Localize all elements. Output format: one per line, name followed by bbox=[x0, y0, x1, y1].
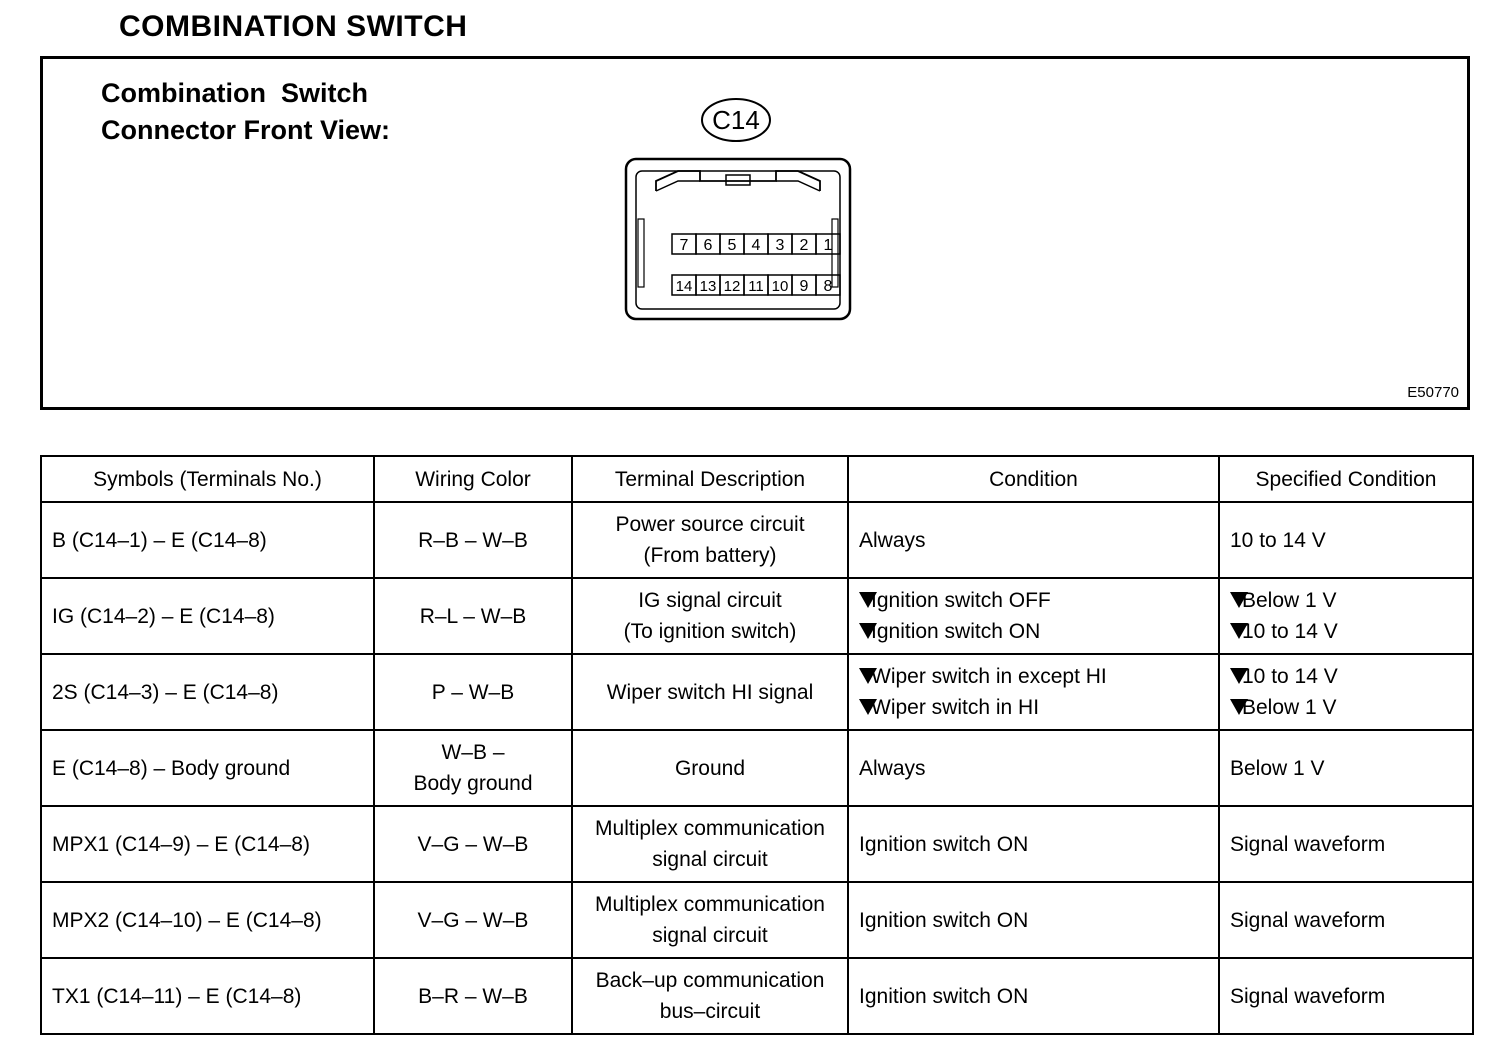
cell-symbol: E (C14–8) – Body ground bbox=[41, 730, 374, 806]
page-title: COMBINATION SWITCH bbox=[119, 10, 468, 43]
cell-wiring-color-line: P – W–B bbox=[431, 680, 515, 704]
terminal-spec-table bbox=[40, 455, 1474, 1035]
table-header-row bbox=[41, 456, 1473, 502]
cell-wiring-color-line: R–L – W–B bbox=[419, 604, 527, 628]
cell-terminal-description-line: (To ignition switch) bbox=[623, 620, 797, 643]
cell-wiring-color bbox=[374, 654, 572, 730]
connector-left-key bbox=[638, 219, 644, 287]
cell-terminal-description-line: signal circuit bbox=[652, 924, 768, 947]
cell-condition bbox=[848, 578, 1219, 654]
cell-condition-line: Wiper switch in except HI bbox=[871, 665, 1107, 688]
top-pin-label-1: 1 bbox=[823, 237, 833, 254]
table-row bbox=[41, 958, 1473, 1034]
cell-specified-condition-line: 10 to 14 V bbox=[1230, 528, 1326, 552]
cell-condition-line: Always bbox=[859, 756, 926, 780]
cell-wiring-color bbox=[374, 502, 572, 578]
table-row bbox=[41, 502, 1473, 578]
cell-specified-condition-line: Below 1 V bbox=[1242, 696, 1337, 719]
cell-terminal-description bbox=[572, 502, 848, 578]
cell-wiring-color-line: V–G – W–B bbox=[417, 832, 529, 856]
header-terminal-description: Terminal Description bbox=[572, 456, 848, 502]
cell-specified-condition-line: Signal waveform bbox=[1230, 984, 1386, 1008]
connector-bottom-row bbox=[672, 275, 840, 295]
cell-specified-condition bbox=[1219, 578, 1473, 654]
cell-terminal-description-line: Ground bbox=[674, 756, 746, 780]
header-wiring-color: Wiring Color bbox=[374, 456, 572, 502]
cell-terminal-description bbox=[572, 654, 848, 730]
cell-symbol: MPX2 (C14–10) – E (C14–8) bbox=[41, 882, 374, 958]
bottom-pin-label-9: 9 bbox=[799, 278, 809, 295]
bottom-pin-label-14: 14 bbox=[675, 278, 693, 295]
figure-label-line2: Connector Front View: bbox=[101, 115, 391, 145]
cell-terminal-description-line: Multiplex communication bbox=[595, 893, 825, 916]
top-pin-label-5: 5 bbox=[727, 237, 737, 254]
connector-top-row bbox=[672, 234, 840, 254]
connector-right-key bbox=[832, 219, 838, 287]
table-row bbox=[41, 578, 1473, 654]
cell-condition-line: Ignition switch ON bbox=[871, 620, 1041, 643]
header-symbols: Symbols (Terminals No.) bbox=[41, 456, 374, 502]
table-row bbox=[41, 654, 1473, 730]
cell-terminal-description-line: Multiplex communication bbox=[595, 817, 825, 840]
figure-label bbox=[101, 75, 390, 149]
cell-specified-condition-line: 10 to 14 V bbox=[1242, 665, 1338, 688]
cell-terminal-description-line: IG signal circuit bbox=[638, 589, 782, 612]
cell-terminal-description bbox=[572, 882, 848, 958]
cell-wiring-color bbox=[374, 578, 572, 654]
cell-specified-condition bbox=[1219, 882, 1473, 958]
cell-terminal-description-line: Wiper switch HI signal bbox=[606, 680, 814, 704]
cell-specified-condition-line: Below 1 V bbox=[1242, 589, 1337, 612]
table-row bbox=[41, 730, 1473, 806]
top-pin-label-4: 4 bbox=[751, 237, 761, 254]
cell-condition bbox=[848, 958, 1219, 1034]
header-condition: Condition bbox=[848, 456, 1219, 502]
cell-specified-condition bbox=[1219, 502, 1473, 578]
bottom-pin-label-11: 11 bbox=[748, 278, 764, 295]
cell-symbol: 2S (C14–3) – E (C14–8) bbox=[41, 654, 374, 730]
bottom-pin-label-10: 10 bbox=[771, 278, 789, 295]
cell-condition-line: Ignition switch ON bbox=[859, 984, 1029, 1008]
cell-condition-line: Wiper switch in HI bbox=[871, 696, 1040, 719]
cell-specified-condition-line: 10 to 14 V bbox=[1242, 620, 1338, 643]
cell-terminal-description bbox=[572, 806, 848, 882]
cell-wiring-color bbox=[374, 730, 572, 806]
cell-condition-line: Always bbox=[859, 528, 926, 552]
cell-wiring-color bbox=[374, 958, 572, 1034]
top-pin-label-6: 6 bbox=[703, 237, 713, 254]
cell-specified-condition bbox=[1219, 730, 1473, 806]
cell-condition bbox=[848, 502, 1219, 578]
cell-terminal-description-line: Power source circuit bbox=[615, 513, 805, 536]
cell-specified-condition-line: Signal waveform bbox=[1230, 832, 1386, 856]
table-row bbox=[41, 882, 1473, 958]
cell-condition-line: Ignition switch ON bbox=[859, 908, 1029, 932]
cell-specified-condition-line: Below 1 V bbox=[1230, 756, 1325, 780]
cell-wiring-color bbox=[374, 806, 572, 882]
bottom-pin-label-8: 8 bbox=[823, 278, 833, 295]
cell-specified-condition bbox=[1219, 806, 1473, 882]
cell-condition bbox=[848, 882, 1219, 958]
cell-condition bbox=[848, 806, 1219, 882]
cell-condition-line: Ignition switch OFF bbox=[871, 589, 1051, 612]
figure-id: E50770 bbox=[1407, 384, 1459, 401]
connector-diagram bbox=[620, 95, 880, 325]
cell-wiring-color-line: Body ground bbox=[413, 772, 533, 795]
cell-symbol: B (C14–1) – E (C14–8) bbox=[41, 502, 374, 578]
cell-symbol: TX1 (C14–11) – E (C14–8) bbox=[41, 958, 374, 1034]
cell-condition bbox=[848, 654, 1219, 730]
connector-id-label: C14 bbox=[712, 105, 760, 135]
cell-terminal-description bbox=[572, 958, 848, 1034]
cell-terminal-description-line: Back–up communication bbox=[595, 969, 825, 992]
cell-terminal-description-line: signal circuit bbox=[652, 848, 768, 871]
figure-label-line1: Combination Switch bbox=[101, 78, 368, 108]
cell-terminal-description bbox=[572, 578, 848, 654]
connector-figure bbox=[40, 56, 1470, 410]
cell-symbol: MPX1 (C14–9) – E (C14–8) bbox=[41, 806, 374, 882]
cell-specified-condition bbox=[1219, 958, 1473, 1034]
cell-terminal-description-line: bus–circuit bbox=[659, 1000, 761, 1023]
cell-wiring-color-line: V–G – W–B bbox=[417, 908, 529, 932]
cell-terminal-description bbox=[572, 730, 848, 806]
top-pin-label-7: 7 bbox=[679, 237, 689, 254]
header-specified-condition: Specified Condition bbox=[1219, 456, 1473, 502]
connector-latch-ramps bbox=[656, 181, 820, 191]
connector-lock-tab bbox=[726, 175, 750, 185]
cell-specified-condition bbox=[1219, 654, 1473, 730]
cell-wiring-color-line: R–B – W–B bbox=[418, 528, 528, 552]
cell-wiring-color-line: B–R – W–B bbox=[418, 984, 528, 1008]
cell-symbol: IG (C14–2) – E (C14–8) bbox=[41, 578, 374, 654]
cell-wiring-color-line: W–B – bbox=[441, 741, 505, 764]
table-row bbox=[41, 806, 1473, 882]
cell-condition-line: Ignition switch ON bbox=[859, 832, 1029, 856]
cell-specified-condition-line: Signal waveform bbox=[1230, 908, 1386, 932]
bottom-pin-label-12: 12 bbox=[723, 278, 741, 295]
cell-terminal-description-line: (From battery) bbox=[643, 544, 777, 567]
cell-wiring-color bbox=[374, 882, 572, 958]
top-pin-label-2: 2 bbox=[799, 237, 809, 254]
top-pin-label-3: 3 bbox=[775, 237, 785, 254]
bottom-pin-label-13: 13 bbox=[699, 278, 717, 295]
cell-condition bbox=[848, 730, 1219, 806]
